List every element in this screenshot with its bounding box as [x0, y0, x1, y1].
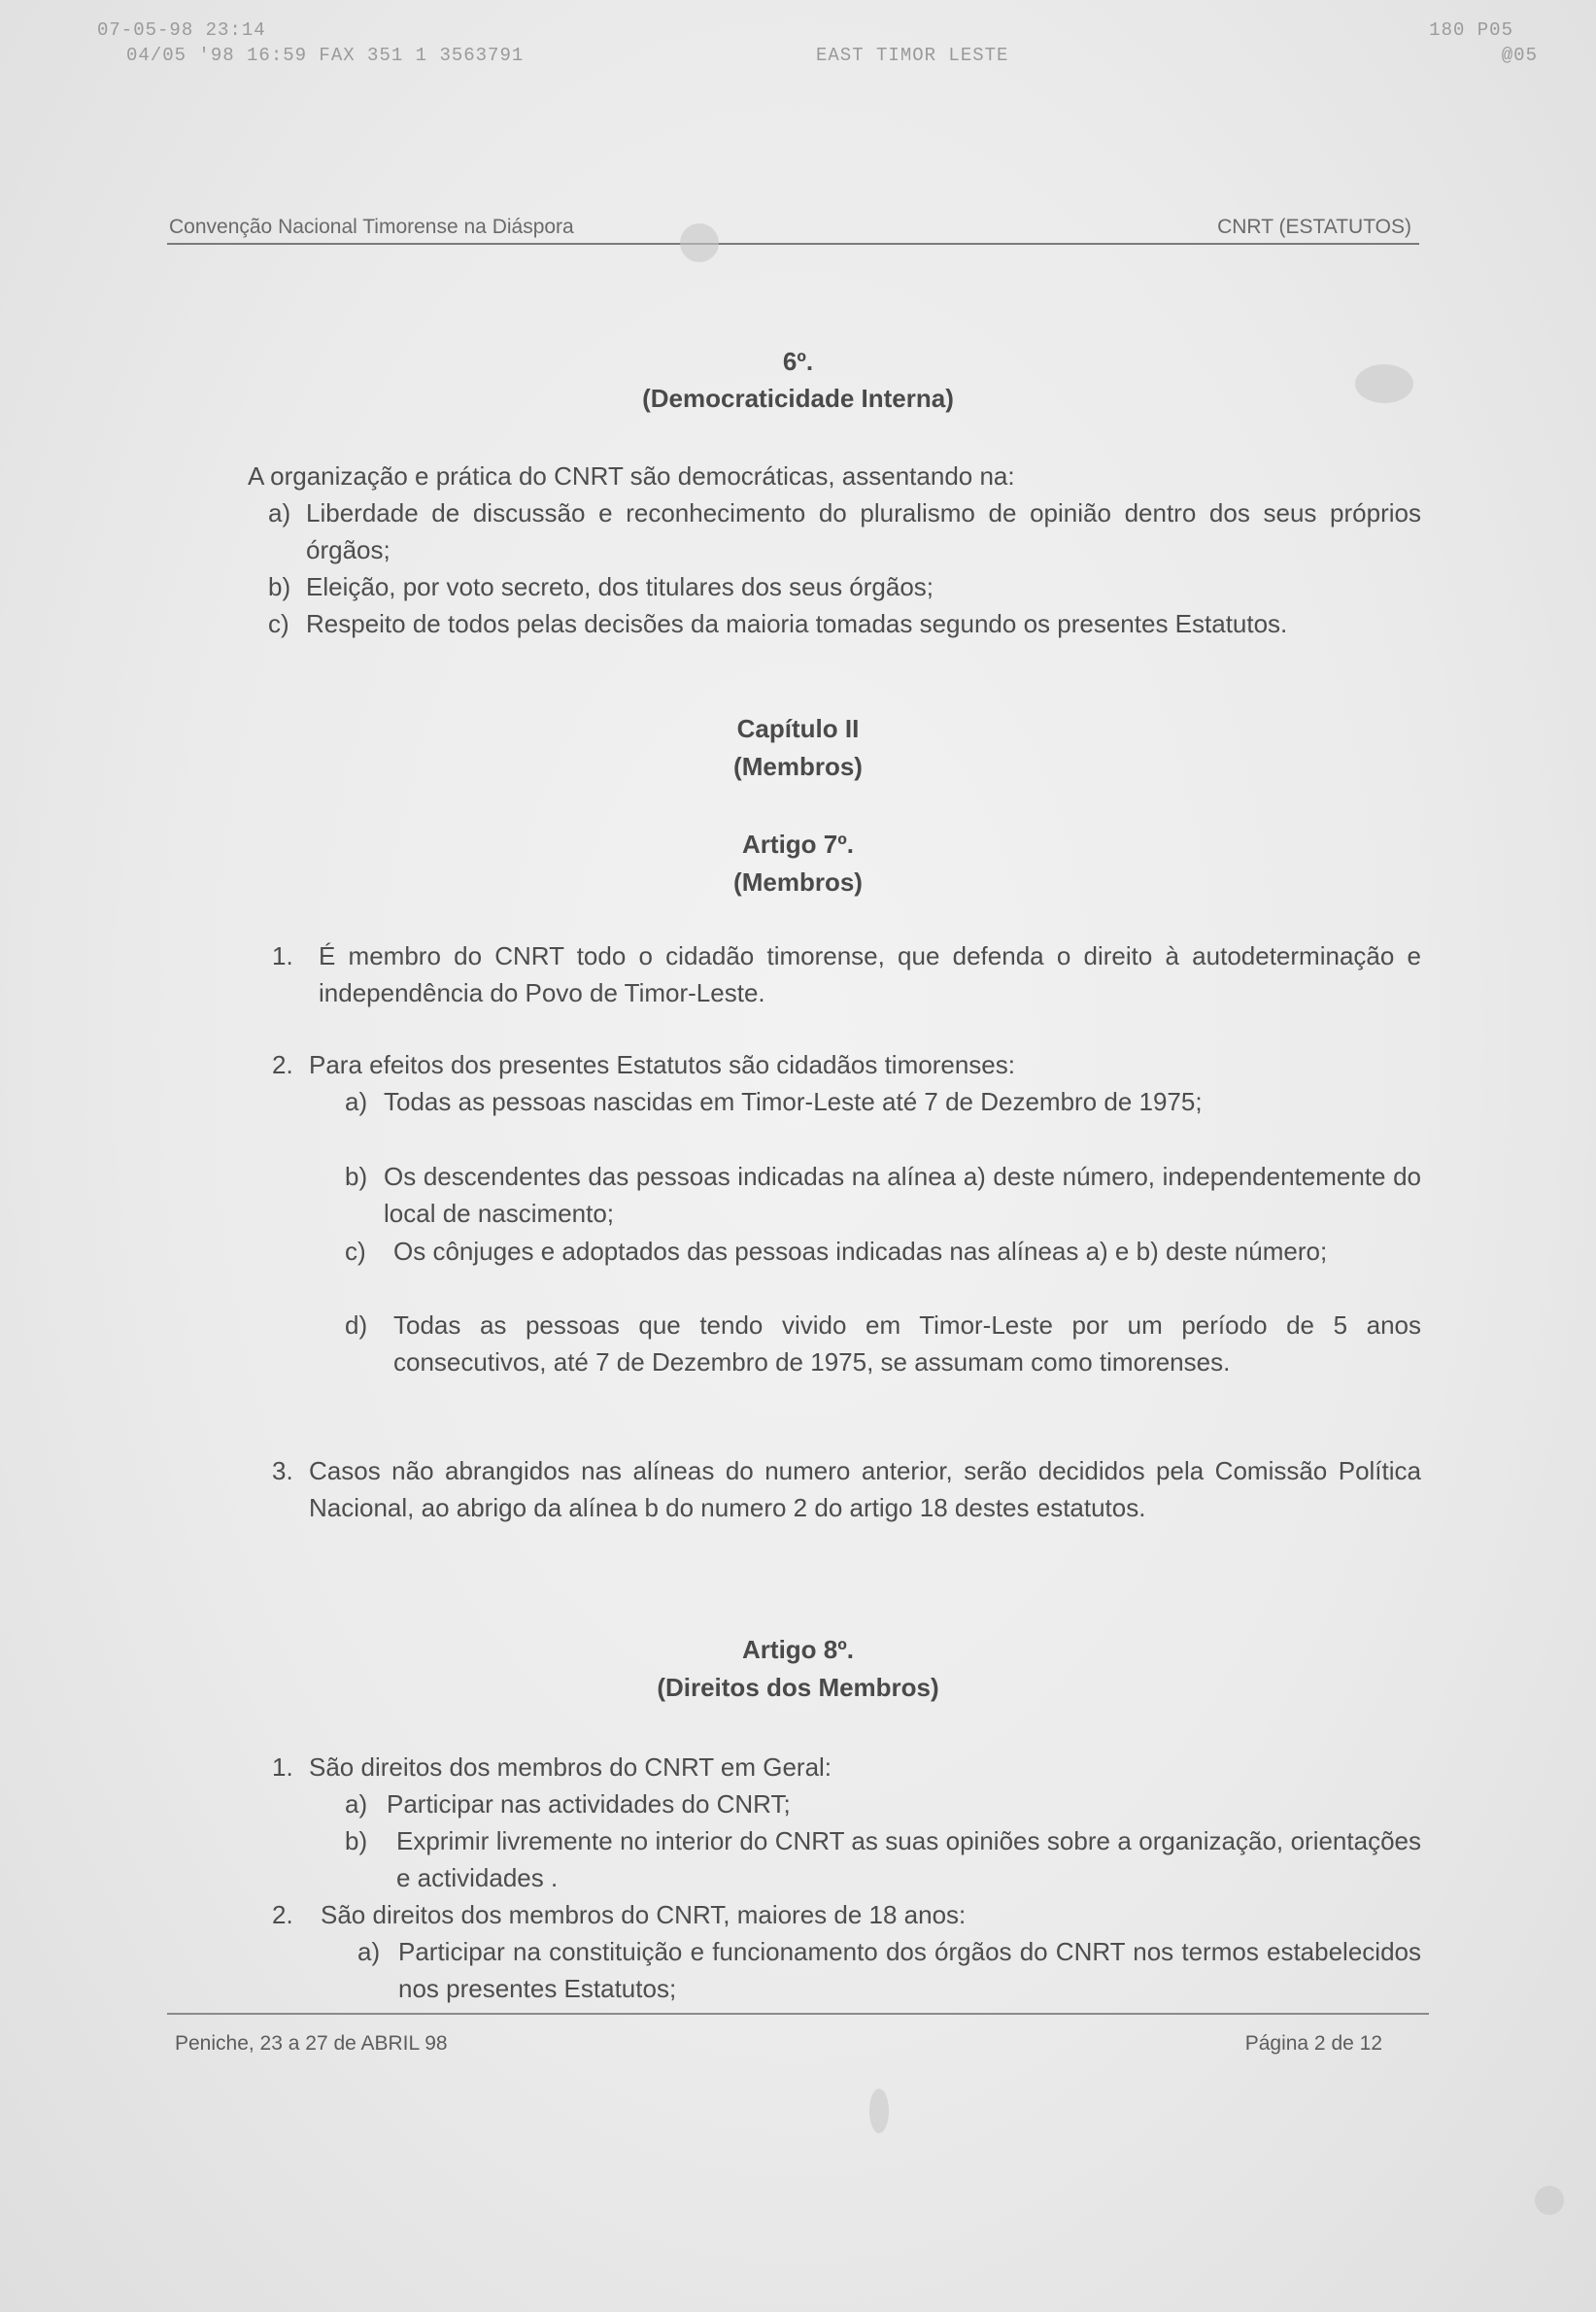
item-text: Os cônjuges e adoptados das pessoas indicadas nas alíneas a) e b) deste número;: [393, 1237, 1328, 1266]
paragraph-text: São direitos dos membros do CNRT, maiores de 18 anos:: [321, 1900, 967, 1929]
item-label: b): [268, 572, 291, 601]
item-label: a): [345, 1789, 368, 1819]
item-label: a): [268, 498, 291, 527]
item-label: c): [345, 1237, 366, 1266]
item-label: a): [357, 1937, 381, 1966]
fax-line2-center: EAST TIMOR LESTE: [816, 45, 1009, 66]
paragraph-number: 1.: [272, 941, 293, 970]
scan-speck: [1535, 2186, 1564, 2215]
running-header: [167, 212, 1419, 245]
chapter-title: Capítulo II: [736, 714, 860, 743]
item-text: Eleição, por voto secreto, dos titulares dos seus órgãos;: [306, 572, 934, 601]
item-label: c): [268, 609, 289, 638]
item-text: Liberdade de discussão e reconhecimento do pluralismo de opinião dentro dos seus próprios órgãos;: [306, 498, 1421, 564]
fax-line2-left: 04/05 '98 16:59 FAX 351 1 3563791: [126, 45, 525, 66]
section-title: (Democraticidade Interna): [642, 384, 954, 413]
footer-left: Peniche, 23 a 27 de ABRIL 98: [175, 2032, 448, 2055]
item-label: a): [345, 1087, 368, 1116]
item-text: Exprimir livremente no interior do CNRT as suas opiniões sobre a organização, orientações e actividades .: [396, 1826, 1421, 1892]
scan-speck: [680, 223, 719, 262]
section-intro: A organização e prática do CNRT são democráticas, assentando na:: [248, 461, 1015, 491]
item-label: b): [345, 1826, 368, 1855]
paragraph-number: 2.: [272, 1900, 293, 1929]
item-text: Participar nas actividades do CNRT;: [387, 1789, 791, 1819]
fax-header: [97, 19, 1538, 78]
paragraph-text: Casos não abrangidos nas alíneas do numero anterior, serão decididos pela Comissão Política Nacional, ao abrigo da alínea b do numero 2 do artigo 18 destes estatutos.: [309, 1456, 1421, 1522]
paragraph-text: Para efeitos dos presentes Estatutos são cidadãos timorenses:: [309, 1050, 1015, 1079]
paragraph-number: 3.: [272, 1456, 293, 1485]
paragraph-text: É membro do CNRT todo o cidadão timorense, que defenda o direito à autodeterminação e independência do Povo de Timor-Leste.: [319, 941, 1421, 1007]
article-title: Artigo 7º.: [742, 830, 854, 859]
scan-speck: [1355, 364, 1413, 403]
item-text: Todas as pessoas que tendo vivido em Timor-Leste por um período de 5 anos consecutivos, até 7 de Dezembro de 1975, se assumam como timorenses.: [393, 1310, 1421, 1377]
item-text: Respeito de todos pelas decisões da maioria tomadas segundo os presentes Estatutos.: [306, 609, 1288, 638]
fax-line2-right: @05: [1501, 45, 1538, 66]
paragraph-text: São direitos dos membros do CNRT em Geral:: [309, 1752, 832, 1782]
section-number: 6º.: [782, 347, 814, 376]
scan-speck: [869, 2089, 889, 2133]
header-right: CNRT (ESTATUTOS): [1217, 216, 1411, 238]
item-text: Participar na constituição e funcionamento dos órgãos do CNRT nos termos estabelecidos nos presentes Estatutos;: [398, 1937, 1421, 2003]
item-label: b): [345, 1162, 368, 1191]
item-text: Todas as pessoas nascidas em Timor-Leste até 7 de Dezembro de 1975;: [384, 1087, 1203, 1116]
article-subtitle: (Membros): [733, 867, 863, 897]
fax-line1-left: 07-05-98 23:14: [97, 19, 266, 41]
item-text: Os descendentes das pessoas indicadas na alínea a) deste número, independentemente do local de nascimento;: [384, 1162, 1421, 1228]
chapter-subtitle: (Membros): [733, 752, 863, 781]
header-left: Convenção Nacional Timorense na Diáspora: [169, 216, 574, 238]
footer-divider: [167, 2013, 1429, 2015]
article-title: Artigo 8º.: [742, 1635, 854, 1664]
item-label: d): [345, 1310, 368, 1340]
paragraph-number: 2.: [272, 1050, 293, 1079]
fax-line1-right: 180 P05: [1429, 19, 1513, 41]
article-subtitle: (Direitos dos Membros): [657, 1673, 939, 1702]
footer-right: Página 2 de 12: [1244, 2032, 1382, 2055]
paragraph-number: 1.: [272, 1752, 293, 1782]
